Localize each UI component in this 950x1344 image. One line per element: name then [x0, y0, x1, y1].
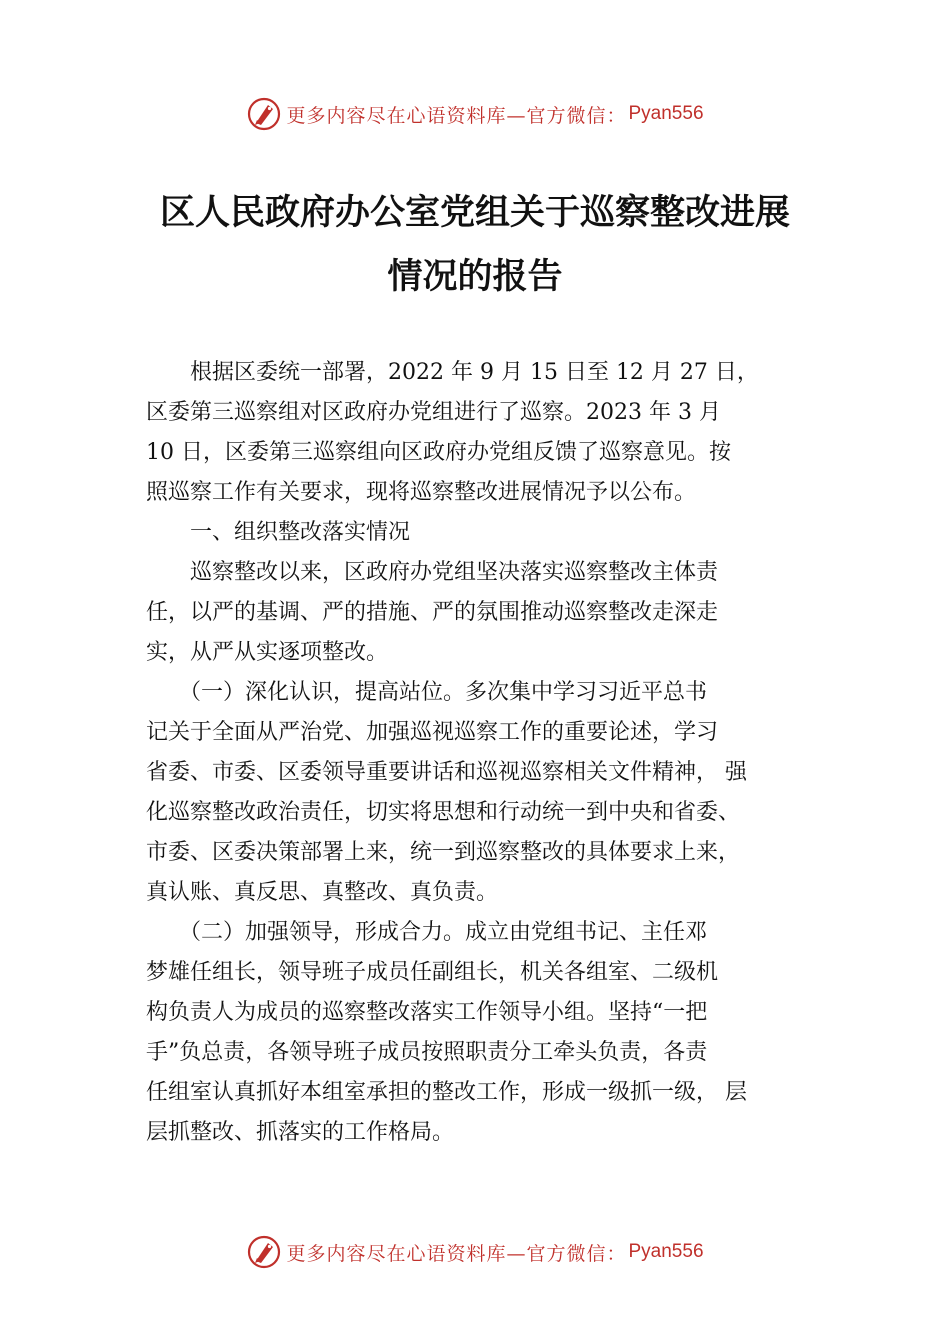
watermark-text: 更多内容尽在心语资料库—官方微信：: [286, 1242, 627, 1265]
body-line: 任，以严的基调、严的措施、严的氛围推动巡察整改走深走: [146, 600, 719, 625]
body-line: 真认账、真反思、真整改、真负责。: [146, 880, 499, 905]
body-line: 手”负总责，各领导班子成员按照职责分工牵头负责，各责: [146, 1040, 708, 1065]
body-line: 层抓整改、抓落实的工作格局。: [146, 1120, 455, 1145]
body-line: 市委、区委决策部署上来，统一到巡察整改的具体要求上来，: [146, 840, 741, 865]
watermark-wechat-id: Pyan556: [628, 1241, 704, 1262]
watermark-wechat-id: Pyan556: [628, 103, 704, 124]
section-heading: 一、组织整改落实情况: [146, 520, 411, 545]
pen-nib-logo-icon: [246, 96, 282, 132]
body-line: 实，从严从实逐项整改。: [146, 640, 389, 665]
document-title-line-2: 情况的报告: [387, 256, 563, 297]
body-line: 区委第三巡察组对区政府办党组进行了巡察。2023 年 3 月: [146, 400, 721, 425]
body-line: （二）加强领导，形成合力。成立由党组书记、主任邓: [146, 920, 708, 945]
watermark-text: 更多内容尽在心语资料库—官方微信：: [286, 104, 627, 127]
body-line: 化巡察整改政治责任，切实将思想和行动统一到中央和省委、: [146, 800, 741, 825]
body-line: 10 日，区委第三巡察组向区政府办党组反馈了巡察意见。按: [146, 440, 731, 465]
body-line: 构负责人为成员的巡察整改落实工作领导小组。坚持“一把: [146, 1000, 708, 1025]
body-line: （一）深化认识，提高站位。多次集中学习习近平总书: [146, 680, 708, 705]
document-title-line-1: 区人民政府办公室党组关于巡察整改进展: [159, 192, 790, 233]
body-line: 记关于全面从严治党、加强巡视巡察工作的重要论述，学习: [146, 720, 719, 745]
body-line: 任组室认真抓好本组室承担的整改工作，形成一级抓一级， 层: [146, 1080, 747, 1105]
body-line: 省委、市委、区委领导重要讲话和巡视巡察相关文件精神， 强: [146, 760, 747, 785]
watermark-banner-top: [0, 94, 950, 134]
body-line: 照巡察工作有关要求，现将巡察整改进展情况予以公布。: [146, 480, 697, 505]
body-line: 梦雄任组长，领导班子成员任副组长，机关各组室、二级机: [146, 960, 719, 985]
pen-nib-logo-icon: [246, 1234, 282, 1270]
watermark-banner-bottom: [0, 1232, 950, 1272]
body-line: 根据区委统一部署，2022 年 9 月 15 日至 12 月 27 日，: [146, 360, 759, 385]
body-line: 巡察整改以来，区政府办党组坚决落实巡察整改主体责: [146, 560, 719, 585]
